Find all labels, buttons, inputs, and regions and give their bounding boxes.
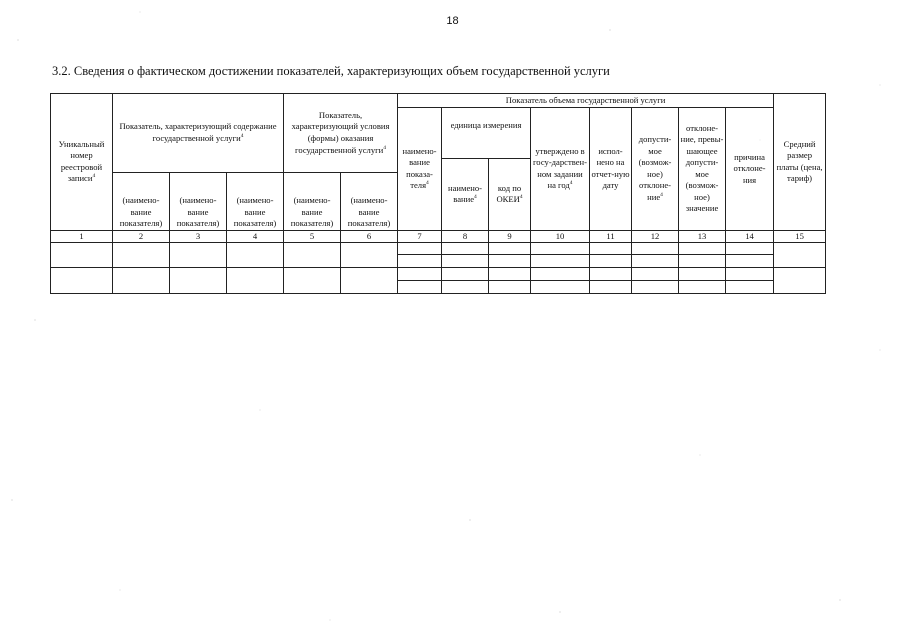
column-number: 2 [113,230,170,243]
table-cell [113,267,170,293]
column-number: 8 [442,230,489,243]
header-okei-code: код по ОКЕИ$^4$ [489,158,531,230]
table-cell [284,267,341,293]
table-cell [170,243,227,267]
table-cell [679,280,726,293]
header-exceeding-deviation: отклоне-ние, превы-шающее допусти-мое (возмож-ное) значение [679,108,726,231]
section-title: 3.2. Сведения о фактическом достижении показателей, характеризующих объем государственной услуги [52,64,610,78]
column-number: 11 [590,230,632,243]
header-sub-name-5: (наимено-вание показателя) [341,172,398,230]
header-unit: единица измерения [442,108,531,159]
table-cell [170,267,227,293]
header-sub-name-4: (наимено-вание показателя) [284,172,341,230]
table-row [51,243,826,255]
table-cell [531,243,590,255]
table-cell [398,255,442,267]
column-number: 10 [531,230,590,243]
header-sub-name-1: (наимено-вание показателя) [113,172,170,230]
table-cell [113,243,170,267]
table-cell [774,243,826,267]
table-cell [341,267,398,293]
column-number: 15 [774,230,826,243]
column-number: 4 [227,230,284,243]
table-cell [726,280,774,293]
table-cell [442,280,489,293]
table-cell [442,243,489,255]
table-cell [590,280,632,293]
header-indicator-name: наимено-вание показа-теля$^4$ [398,108,442,231]
table-cell [531,255,590,267]
header-registry-number: Уникальный номер реестровой записи$^4$ [51,94,113,231]
table-cell [227,267,284,293]
header-sub-name-3: (наимено-вание показателя) [227,172,284,230]
table-cell [489,280,531,293]
volume-indicators-table [50,93,826,294]
column-number: 3 [170,230,227,243]
table-cell [590,243,632,255]
header-conditions-indicator: Показатель, характеризующий условия (формы) оказания государственной услуги$^4$ [284,94,398,173]
table-cell [489,243,531,255]
column-number: 1 [51,230,113,243]
header-average-fee: Средний размер платы (цена, тариф) [774,94,826,231]
column-number: 7 [398,230,442,243]
table-cell [51,267,113,293]
column-number: 5 [284,230,341,243]
table-cell [632,280,679,293]
column-number: 14 [726,230,774,243]
table-cell [398,267,442,280]
column-number: 13 [679,230,726,243]
header-unit-name: наимено-вание$^4$ [442,158,489,230]
table-cell [442,267,489,280]
table-cell [774,267,826,293]
table-cell [531,280,590,293]
table-cell [632,255,679,267]
column-numbers-row [51,230,826,243]
column-number: 6 [341,230,398,243]
table-cell [227,243,284,267]
table-cell [679,255,726,267]
table-cell [726,243,774,255]
header-approved: утверждено в госу-дарствен-ном задании на год$^4$ [531,108,590,231]
table-cell [284,243,341,267]
header-sub-name-2: (наимено-вание показателя) [170,172,227,230]
page-number: 18 [446,15,459,27]
table-cell [590,255,632,267]
header-volume-indicator: Показатель объема государственной услуги [398,94,774,108]
table-cell [489,255,531,267]
column-number: 9 [489,230,531,243]
table-row [51,267,826,280]
table-cell [531,267,590,280]
table-cell [398,243,442,255]
table-cell [679,267,726,280]
table-cell [726,255,774,267]
table-cell [442,255,489,267]
table-cell [51,243,113,267]
column-number: 12 [632,230,679,243]
header-content-indicator: Показатель, характеризующий содержание государственной услуги$^4$ [113,94,284,173]
header-allowed-deviation: допусти-мое (возмож-ное) отклоне-ние$^4$ [632,108,679,231]
table-cell [489,267,531,280]
table-cell [341,243,398,267]
table-cell [632,267,679,280]
header-deviation-reason: причина отклоне-ния [726,108,774,231]
table-cell [726,267,774,280]
table-cell [590,267,632,280]
table-cell [398,280,442,293]
header-executed: испол-нено на отчет-ную дату [590,108,632,231]
table-cell [679,243,726,255]
table-cell [632,243,679,255]
